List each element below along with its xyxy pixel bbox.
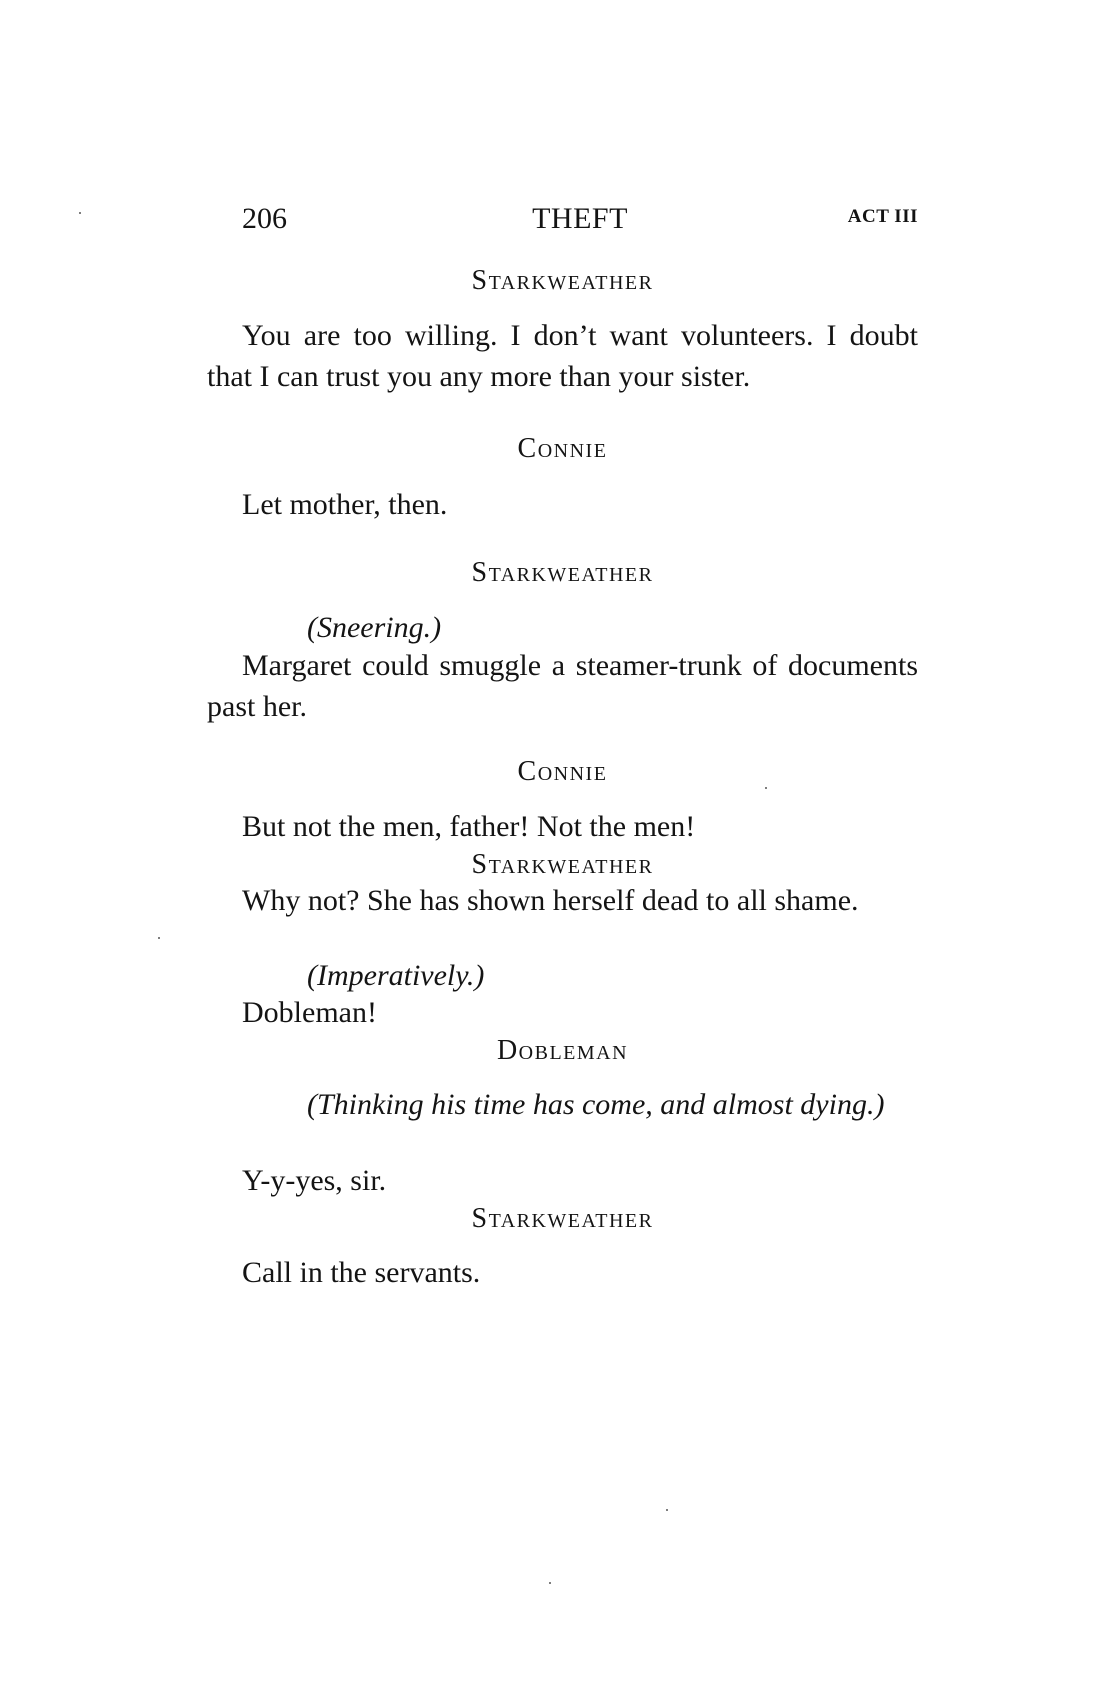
speaker-name: Connie xyxy=(517,756,608,787)
page-number: 206 xyxy=(242,202,287,235)
speech: You are too willing. I don’t want volunteers. I doubt that I can trust you any more than your sister. xyxy=(207,319,918,393)
speech: Why not? She has shown herself dead to all shame. xyxy=(242,884,859,917)
paper-speck xyxy=(666,1509,668,1511)
stage-direction: (Imperatively.) xyxy=(307,959,485,992)
stage-direction: (Sneering.) xyxy=(307,611,442,644)
speech: Call in the servants. xyxy=(242,1256,481,1289)
speech: But not the men, father! Not the men! xyxy=(242,810,696,843)
paper-speck xyxy=(79,212,81,214)
running-header xyxy=(242,202,918,242)
speaker-name: Dobleman xyxy=(496,1035,629,1066)
speaker-name: Connie xyxy=(517,433,608,464)
paper-speck xyxy=(765,787,767,789)
act-label: ACT III xyxy=(847,206,918,227)
speech: Margaret could smuggle a steamer-trunk of documents past her. xyxy=(207,649,918,723)
speaker-name: Starkweather xyxy=(471,557,654,588)
speaker-name: Starkweather xyxy=(471,1203,654,1234)
paper-speck xyxy=(158,937,160,939)
speaker-name: Starkweather xyxy=(471,849,654,880)
running-title: THEFT xyxy=(532,202,628,235)
speech: Dobleman! xyxy=(242,996,377,1029)
stage-direction: (Thinking his time has come, and almost dying.) xyxy=(307,1088,885,1121)
speaker-name: Starkweather xyxy=(471,265,654,296)
speech: Y-y-yes, sir. xyxy=(242,1164,387,1197)
speech: Let mother, then. xyxy=(242,488,448,521)
paper-speck xyxy=(549,1582,551,1584)
